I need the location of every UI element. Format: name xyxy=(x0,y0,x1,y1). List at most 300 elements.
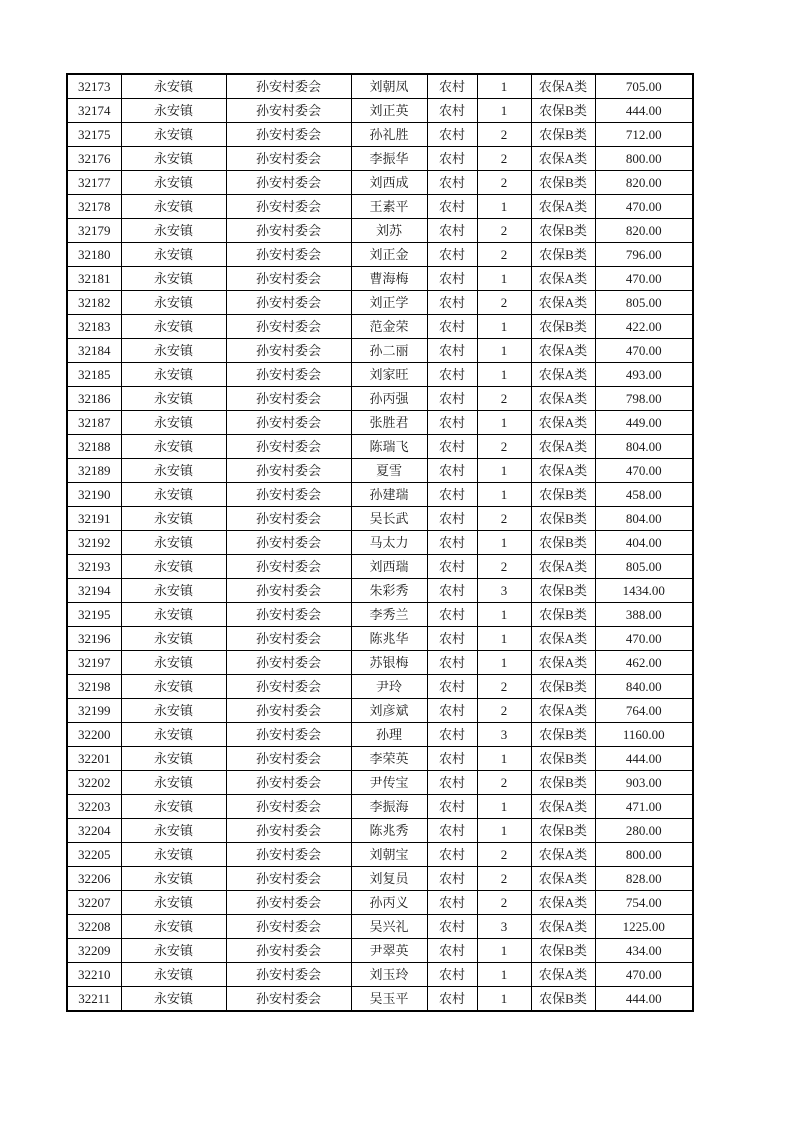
table-row xyxy=(67,891,693,915)
amount-cell: 422.00 xyxy=(595,315,693,339)
person-name-cell: 李振华 xyxy=(351,147,427,171)
table-row xyxy=(67,483,693,507)
insurance-type-cell: 农保A类 xyxy=(531,363,595,387)
residence-type-cell: 农村 xyxy=(427,699,477,723)
town-cell: 永安镇 xyxy=(121,267,226,291)
person-count-cell: 3 xyxy=(477,579,531,603)
table-row xyxy=(67,555,693,579)
table-row xyxy=(67,987,693,1012)
residence-type-cell: 农村 xyxy=(427,747,477,771)
table-row xyxy=(67,195,693,219)
residence-type-cell: 农村 xyxy=(427,939,477,963)
residence-type-cell: 农村 xyxy=(427,267,477,291)
person-count-cell: 1 xyxy=(477,339,531,363)
table-row xyxy=(67,171,693,195)
person-count-cell: 1 xyxy=(477,363,531,387)
table-row xyxy=(67,747,693,771)
table-row xyxy=(67,363,693,387)
person-name-cell: 范金荣 xyxy=(351,315,427,339)
town-cell: 永安镇 xyxy=(121,843,226,867)
person-count-cell: 1 xyxy=(477,267,531,291)
table-row xyxy=(67,963,693,987)
insurance-type-cell: 农保A类 xyxy=(531,963,595,987)
insurance-type-cell: 农保A类 xyxy=(531,435,595,459)
village-committee-cell: 孙安村委会 xyxy=(226,651,351,675)
sequence-number-cell: 32193 xyxy=(67,555,121,579)
insurance-type-cell: 农保A类 xyxy=(531,651,595,675)
village-committee-cell: 孙安村委会 xyxy=(226,555,351,579)
person-count-cell: 1 xyxy=(477,795,531,819)
insurance-type-cell: 农保A类 xyxy=(531,411,595,435)
village-committee-cell: 孙安村委会 xyxy=(226,99,351,123)
amount-cell: 828.00 xyxy=(595,867,693,891)
town-cell: 永安镇 xyxy=(121,795,226,819)
village-committee-cell: 孙安村委会 xyxy=(226,363,351,387)
insurance-type-cell: 农保A类 xyxy=(531,795,595,819)
residence-type-cell: 农村 xyxy=(427,147,477,171)
person-name-cell: 吴兴礼 xyxy=(351,915,427,939)
village-committee-cell: 孙安村委会 xyxy=(226,843,351,867)
town-cell: 永安镇 xyxy=(121,411,226,435)
sequence-number-cell: 32190 xyxy=(67,483,121,507)
person-count-cell: 1 xyxy=(477,315,531,339)
village-committee-cell: 孙安村委会 xyxy=(226,315,351,339)
town-cell: 永安镇 xyxy=(121,123,226,147)
amount-cell: 470.00 xyxy=(595,627,693,651)
insurance-type-cell: 农保B类 xyxy=(531,819,595,843)
village-committee-cell: 孙安村委会 xyxy=(226,627,351,651)
town-cell: 永安镇 xyxy=(121,99,226,123)
village-committee-cell: 孙安村委会 xyxy=(226,747,351,771)
insurance-type-cell: 农保B类 xyxy=(531,315,595,339)
residence-type-cell: 农村 xyxy=(427,507,477,531)
amount-cell: 800.00 xyxy=(595,843,693,867)
person-name-cell: 尹传宝 xyxy=(351,771,427,795)
person-count-cell: 2 xyxy=(477,675,531,699)
residence-type-cell: 农村 xyxy=(427,651,477,675)
town-cell: 永安镇 xyxy=(121,147,226,171)
table-row xyxy=(67,243,693,267)
table-row xyxy=(67,315,693,339)
village-committee-cell: 孙安村委会 xyxy=(226,195,351,219)
table-row xyxy=(67,123,693,147)
person-name-cell: 张胜君 xyxy=(351,411,427,435)
person-name-cell: 陈兆秀 xyxy=(351,819,427,843)
insurance-type-cell: 农保A类 xyxy=(531,195,595,219)
sequence-number-cell: 32211 xyxy=(67,987,121,1012)
sequence-number-cell: 32199 xyxy=(67,699,121,723)
person-name-cell: 刘西瑞 xyxy=(351,555,427,579)
person-count-cell: 1 xyxy=(477,819,531,843)
person-name-cell: 吴玉平 xyxy=(351,987,427,1012)
amount-cell: 804.00 xyxy=(595,507,693,531)
insurance-type-cell: 农保B类 xyxy=(531,579,595,603)
village-committee-cell: 孙安村委会 xyxy=(226,483,351,507)
person-count-cell: 2 xyxy=(477,507,531,531)
table-row xyxy=(67,387,693,411)
person-name-cell: 刘朝凤 xyxy=(351,74,427,99)
person-count-cell: 1 xyxy=(477,987,531,1012)
amount-cell: 470.00 xyxy=(595,459,693,483)
amount-cell: 903.00 xyxy=(595,771,693,795)
insurance-type-cell: 农保A类 xyxy=(531,459,595,483)
sequence-number-cell: 32196 xyxy=(67,627,121,651)
residence-type-cell: 农村 xyxy=(427,723,477,747)
table-row xyxy=(67,603,693,627)
sequence-number-cell: 32177 xyxy=(67,171,121,195)
residence-type-cell: 农村 xyxy=(427,963,477,987)
residence-type-cell: 农村 xyxy=(427,74,477,99)
table-body xyxy=(67,74,693,1011)
insurance-type-cell: 农保A类 xyxy=(531,267,595,291)
residence-type-cell: 农村 xyxy=(427,219,477,243)
residence-type-cell: 农村 xyxy=(427,315,477,339)
table-row xyxy=(67,915,693,939)
sequence-number-cell: 32191 xyxy=(67,507,121,531)
village-committee-cell: 孙安村委会 xyxy=(226,579,351,603)
town-cell: 永安镇 xyxy=(121,507,226,531)
table-row xyxy=(67,771,693,795)
table-row xyxy=(67,579,693,603)
sequence-number-cell: 32206 xyxy=(67,867,121,891)
residence-type-cell: 农村 xyxy=(427,123,477,147)
residence-type-cell: 农村 xyxy=(427,363,477,387)
table-row xyxy=(67,939,693,963)
village-committee-cell: 孙安村委会 xyxy=(226,891,351,915)
sequence-number-cell: 32188 xyxy=(67,435,121,459)
amount-cell: 493.00 xyxy=(595,363,693,387)
table-row xyxy=(67,411,693,435)
town-cell: 永安镇 xyxy=(121,435,226,459)
person-count-cell: 2 xyxy=(477,555,531,579)
town-cell: 永安镇 xyxy=(121,603,226,627)
amount-cell: 754.00 xyxy=(595,891,693,915)
residence-type-cell: 农村 xyxy=(427,387,477,411)
residence-type-cell: 农村 xyxy=(427,459,477,483)
person-count-cell: 2 xyxy=(477,219,531,243)
town-cell: 永安镇 xyxy=(121,891,226,915)
residence-type-cell: 农村 xyxy=(427,339,477,363)
insurance-type-cell: 农保B类 xyxy=(531,723,595,747)
insurance-type-cell: 农保B类 xyxy=(531,243,595,267)
town-cell: 永安镇 xyxy=(121,867,226,891)
amount-cell: 388.00 xyxy=(595,603,693,627)
person-name-cell: 刘朝宝 xyxy=(351,843,427,867)
amount-cell: 462.00 xyxy=(595,651,693,675)
person-count-cell: 1 xyxy=(477,651,531,675)
town-cell: 永安镇 xyxy=(121,723,226,747)
insurance-type-cell: 农保A类 xyxy=(531,627,595,651)
village-committee-cell: 孙安村委会 xyxy=(226,74,351,99)
town-cell: 永安镇 xyxy=(121,579,226,603)
residence-type-cell: 农村 xyxy=(427,819,477,843)
village-committee-cell: 孙安村委会 xyxy=(226,243,351,267)
insurance-type-cell: 农保A类 xyxy=(531,915,595,939)
amount-cell: 764.00 xyxy=(595,699,693,723)
village-committee-cell: 孙安村委会 xyxy=(226,507,351,531)
person-name-cell: 苏银梅 xyxy=(351,651,427,675)
residence-type-cell: 农村 xyxy=(427,555,477,579)
table-row xyxy=(67,507,693,531)
amount-cell: 434.00 xyxy=(595,939,693,963)
person-count-cell: 3 xyxy=(477,915,531,939)
village-committee-cell: 孙安村委会 xyxy=(226,939,351,963)
town-cell: 永安镇 xyxy=(121,387,226,411)
village-committee-cell: 孙安村委会 xyxy=(226,147,351,171)
sequence-number-cell: 32210 xyxy=(67,963,121,987)
sequence-number-cell: 32205 xyxy=(67,843,121,867)
residence-type-cell: 农村 xyxy=(427,891,477,915)
person-count-cell: 2 xyxy=(477,387,531,411)
person-count-cell: 2 xyxy=(477,291,531,315)
person-count-cell: 1 xyxy=(477,74,531,99)
amount-cell: 404.00 xyxy=(595,531,693,555)
town-cell: 永安镇 xyxy=(121,915,226,939)
person-name-cell: 刘玉玲 xyxy=(351,963,427,987)
amount-cell: 800.00 xyxy=(595,147,693,171)
sequence-number-cell: 32186 xyxy=(67,387,121,411)
person-name-cell: 孙理 xyxy=(351,723,427,747)
sequence-number-cell: 32184 xyxy=(67,339,121,363)
table-row xyxy=(67,435,693,459)
person-name-cell: 刘正英 xyxy=(351,99,427,123)
table-row xyxy=(67,723,693,747)
insurance-type-cell: 农保B类 xyxy=(531,171,595,195)
insurance-type-cell: 农保B类 xyxy=(531,507,595,531)
amount-cell: 470.00 xyxy=(595,195,693,219)
person-count-cell: 2 xyxy=(477,867,531,891)
insurance-type-cell: 农保A类 xyxy=(531,387,595,411)
residence-type-cell: 农村 xyxy=(427,243,477,267)
amount-cell: 280.00 xyxy=(595,819,693,843)
residence-type-cell: 农村 xyxy=(427,843,477,867)
person-count-cell: 1 xyxy=(477,747,531,771)
sequence-number-cell: 32174 xyxy=(67,99,121,123)
sequence-number-cell: 32198 xyxy=(67,675,121,699)
insurance-type-cell: 农保A类 xyxy=(531,339,595,363)
person-name-cell: 刘正学 xyxy=(351,291,427,315)
insurance-type-cell: 农保B类 xyxy=(531,99,595,123)
town-cell: 永安镇 xyxy=(121,939,226,963)
village-committee-cell: 孙安村委会 xyxy=(226,915,351,939)
sequence-number-cell: 32182 xyxy=(67,291,121,315)
amount-cell: 705.00 xyxy=(595,74,693,99)
table-row xyxy=(67,651,693,675)
residence-type-cell: 农村 xyxy=(427,771,477,795)
town-cell: 永安镇 xyxy=(121,459,226,483)
town-cell: 永安镇 xyxy=(121,651,226,675)
village-committee-cell: 孙安村委会 xyxy=(226,171,351,195)
sequence-number-cell: 32201 xyxy=(67,747,121,771)
person-name-cell: 孙二丽 xyxy=(351,339,427,363)
amount-cell: 798.00 xyxy=(595,387,693,411)
amount-cell: 712.00 xyxy=(595,123,693,147)
village-committee-cell: 孙安村委会 xyxy=(226,699,351,723)
sequence-number-cell: 32197 xyxy=(67,651,121,675)
person-name-cell: 尹玲 xyxy=(351,675,427,699)
residence-type-cell: 农村 xyxy=(427,291,477,315)
insurance-type-cell: 农保A类 xyxy=(531,867,595,891)
residence-type-cell: 农村 xyxy=(427,195,477,219)
insurance-type-cell: 农保B类 xyxy=(531,603,595,627)
town-cell: 永安镇 xyxy=(121,987,226,1012)
town-cell: 永安镇 xyxy=(121,699,226,723)
person-count-cell: 2 xyxy=(477,147,531,171)
town-cell: 永安镇 xyxy=(121,291,226,315)
person-count-cell: 1 xyxy=(477,195,531,219)
town-cell: 永安镇 xyxy=(121,74,226,99)
insurance-type-cell: 农保A类 xyxy=(531,147,595,171)
person-name-cell: 李秀兰 xyxy=(351,603,427,627)
person-count-cell: 2 xyxy=(477,171,531,195)
town-cell: 永安镇 xyxy=(121,195,226,219)
amount-cell: 796.00 xyxy=(595,243,693,267)
sequence-number-cell: 32179 xyxy=(67,219,121,243)
person-count-cell: 1 xyxy=(477,483,531,507)
person-name-cell: 陈兆华 xyxy=(351,627,427,651)
person-count-cell: 2 xyxy=(477,891,531,915)
insurance-type-cell: 农保B类 xyxy=(531,531,595,555)
table-row xyxy=(67,219,693,243)
amount-cell: 444.00 xyxy=(595,99,693,123)
town-cell: 永安镇 xyxy=(121,747,226,771)
village-committee-cell: 孙安村委会 xyxy=(226,411,351,435)
person-name-cell: 吴长武 xyxy=(351,507,427,531)
table-row xyxy=(67,74,693,99)
amount-cell: 805.00 xyxy=(595,555,693,579)
person-count-cell: 2 xyxy=(477,243,531,267)
town-cell: 永安镇 xyxy=(121,315,226,339)
insurance-type-cell: 农保A类 xyxy=(531,699,595,723)
village-committee-cell: 孙安村委会 xyxy=(226,987,351,1012)
person-name-cell: 孙丙义 xyxy=(351,891,427,915)
insurance-type-cell: 农保B类 xyxy=(531,219,595,243)
sequence-number-cell: 32192 xyxy=(67,531,121,555)
village-committee-cell: 孙安村委会 xyxy=(226,291,351,315)
sequence-number-cell: 32185 xyxy=(67,363,121,387)
person-count-cell: 2 xyxy=(477,123,531,147)
sequence-number-cell: 32178 xyxy=(67,195,121,219)
person-count-cell: 2 xyxy=(477,435,531,459)
town-cell: 永安镇 xyxy=(121,243,226,267)
table-row xyxy=(67,99,693,123)
table-row xyxy=(67,843,693,867)
person-name-cell: 刘苏 xyxy=(351,219,427,243)
person-count-cell: 1 xyxy=(477,627,531,651)
insurance-type-cell: 农保B类 xyxy=(531,747,595,771)
table-row xyxy=(67,531,693,555)
sequence-number-cell: 32195 xyxy=(67,603,121,627)
town-cell: 永安镇 xyxy=(121,483,226,507)
person-name-cell: 刘西成 xyxy=(351,171,427,195)
village-committee-cell: 孙安村委会 xyxy=(226,771,351,795)
person-count-cell: 1 xyxy=(477,99,531,123)
person-name-cell: 陈瑞飞 xyxy=(351,435,427,459)
person-name-cell: 尹翠英 xyxy=(351,939,427,963)
sequence-number-cell: 32207 xyxy=(67,891,121,915)
insurance-type-cell: 农保B类 xyxy=(531,675,595,699)
amount-cell: 840.00 xyxy=(595,675,693,699)
town-cell: 永安镇 xyxy=(121,627,226,651)
residence-type-cell: 农村 xyxy=(427,579,477,603)
town-cell: 永安镇 xyxy=(121,171,226,195)
sequence-number-cell: 32187 xyxy=(67,411,121,435)
person-count-cell: 2 xyxy=(477,843,531,867)
sequence-number-cell: 32173 xyxy=(67,74,121,99)
sequence-number-cell: 32180 xyxy=(67,243,121,267)
town-cell: 永安镇 xyxy=(121,363,226,387)
person-count-cell: 3 xyxy=(477,723,531,747)
village-committee-cell: 孙安村委会 xyxy=(226,123,351,147)
person-count-cell: 1 xyxy=(477,939,531,963)
residence-type-cell: 农村 xyxy=(427,867,477,891)
village-committee-cell: 孙安村委会 xyxy=(226,819,351,843)
table-row xyxy=(67,819,693,843)
amount-cell: 1160.00 xyxy=(595,723,693,747)
sequence-number-cell: 32176 xyxy=(67,147,121,171)
person-name-cell: 李振海 xyxy=(351,795,427,819)
residence-type-cell: 农村 xyxy=(427,675,477,699)
insurance-type-cell: 农保A类 xyxy=(531,891,595,915)
person-count-cell: 1 xyxy=(477,459,531,483)
village-committee-cell: 孙安村委会 xyxy=(226,867,351,891)
residence-type-cell: 农村 xyxy=(427,99,477,123)
amount-cell: 804.00 xyxy=(595,435,693,459)
amount-cell: 805.00 xyxy=(595,291,693,315)
village-committee-cell: 孙安村委会 xyxy=(226,459,351,483)
person-count-cell: 1 xyxy=(477,963,531,987)
residence-type-cell: 农村 xyxy=(427,915,477,939)
amount-cell: 1225.00 xyxy=(595,915,693,939)
table-row xyxy=(67,147,693,171)
sequence-number-cell: 32203 xyxy=(67,795,121,819)
village-committee-cell: 孙安村委会 xyxy=(226,339,351,363)
person-name-cell: 孙建瑞 xyxy=(351,483,427,507)
table-row xyxy=(67,627,693,651)
table-row xyxy=(67,459,693,483)
town-cell: 永安镇 xyxy=(121,531,226,555)
sequence-number-cell: 32194 xyxy=(67,579,121,603)
town-cell: 永安镇 xyxy=(121,339,226,363)
sequence-number-cell: 32208 xyxy=(67,915,121,939)
sequence-number-cell: 32183 xyxy=(67,315,121,339)
insurance-type-cell: 农保B类 xyxy=(531,123,595,147)
amount-cell: 458.00 xyxy=(595,483,693,507)
person-name-cell: 孙丙强 xyxy=(351,387,427,411)
residence-type-cell: 农村 xyxy=(427,531,477,555)
amount-cell: 449.00 xyxy=(595,411,693,435)
residence-type-cell: 农村 xyxy=(427,171,477,195)
insurance-type-cell: 农保B类 xyxy=(531,939,595,963)
town-cell: 永安镇 xyxy=(121,819,226,843)
sequence-number-cell: 32202 xyxy=(67,771,121,795)
village-committee-cell: 孙安村委会 xyxy=(226,603,351,627)
village-committee-cell: 孙安村委会 xyxy=(226,795,351,819)
insurance-type-cell: 农保A类 xyxy=(531,74,595,99)
amount-cell: 470.00 xyxy=(595,339,693,363)
residence-type-cell: 农村 xyxy=(427,987,477,1012)
insurance-type-cell: 农保B类 xyxy=(531,771,595,795)
person-name-cell: 夏雪 xyxy=(351,459,427,483)
amount-cell: 1434.00 xyxy=(595,579,693,603)
sequence-number-cell: 32200 xyxy=(67,723,121,747)
table-row xyxy=(67,795,693,819)
pension-roster-table xyxy=(66,73,694,1012)
village-committee-cell: 孙安村委会 xyxy=(226,387,351,411)
table-row xyxy=(67,675,693,699)
table-row xyxy=(67,291,693,315)
insurance-type-cell: 农保A类 xyxy=(531,555,595,579)
